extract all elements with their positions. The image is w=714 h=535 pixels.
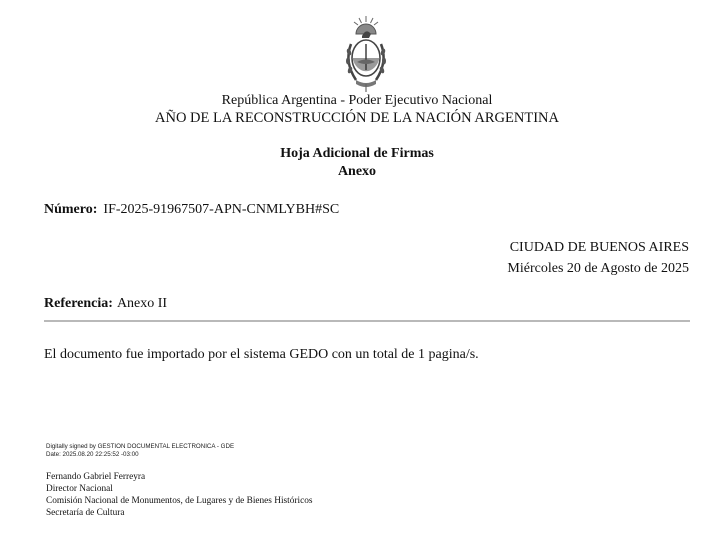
digital-signature-line: Digitally signed by GESTION DOCUMENTAL ELECTRONICA - GDE — [46, 443, 235, 450]
header-line-1: República Argentina - Poder Ejecutivo Nacional — [221, 93, 493, 108]
reference-label: Referencia: — [44, 296, 113, 311]
signer-organization: Comisión Nacional de Monumentos, de Lugares y de Bienes Históricos — [46, 496, 313, 506]
document-reference — [44, 296, 167, 312]
document-number — [44, 202, 339, 218]
document-subtitle: Anexo — [337, 164, 377, 179]
header-line-2: AÑO DE LA RECONSTRUCCIÓN DE LA NACIÓN ARGENTINA — [155, 110, 559, 126]
document-number-value: IF-2025-91967507-APN-CNMLYBH#SC — [103, 202, 340, 217]
signer-name: Fernando Gabriel Ferreyra — [46, 472, 146, 482]
document-date: Miércoles 20 de Agosto de 2025 — [507, 261, 689, 276]
document-city: CIUDAD DE BUENOS AIRES — [509, 240, 689, 255]
coat-of-arms-icon — [342, 14, 390, 94]
document-number-label: Número: — [44, 202, 98, 217]
digital-signature-date: Date: 2025.08.20 22:25:52 -03:00 — [46, 451, 139, 458]
divider — [44, 320, 690, 322]
signer-role: Director Nacional — [46, 484, 113, 494]
document-title: Hoja Adicional de Firmas — [280, 146, 434, 161]
document-body: El documento fue importado por el sistema GEDO con un total de 1 pagina/s. — [44, 347, 479, 362]
signer-department: Secretaría de Cultura — [46, 508, 125, 518]
reference-value: Anexo II — [116, 296, 168, 311]
